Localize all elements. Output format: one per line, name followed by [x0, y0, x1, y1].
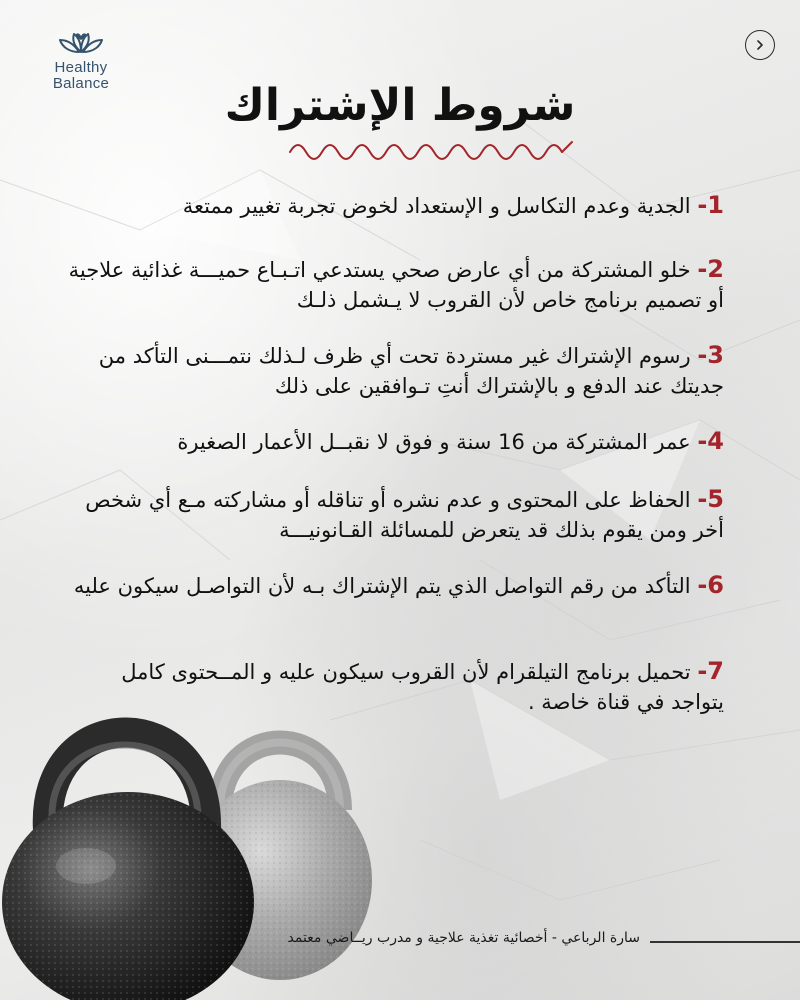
- lotus-heart-icon: [54, 28, 108, 58]
- next-button[interactable]: [745, 30, 775, 60]
- rule-text: خلو المشتركة من أي عارض صحي يستدعي اتـبـاع حميـــة غذائية علاجية أو تصميم برنامج خاص لأن القروب لا يـشمل ذلـك: [68, 258, 724, 312]
- rule-number: 5-: [697, 485, 724, 513]
- rule-item-4: [64, 426, 724, 457]
- rule-number: 6-: [697, 571, 724, 599]
- rule-item-2: [64, 254, 724, 315]
- footer-divider: [650, 941, 800, 943]
- rule-number: 4-: [697, 427, 724, 455]
- rule-item-1: [64, 190, 724, 221]
- rule-item-3: [64, 340, 724, 401]
- rule-text: تحميل برنامج التيلقرام لأن القروب سيكون عليه و المــحتوى كامل يتواجد في قناة خاصة .: [121, 660, 724, 714]
- rule-text: الحفاظ على المحتوى و عدم نشره أو تناقله أو مشاركته مـع أي شخص أخر ومن يقوم بذلك قد يتعرض للمسائلة القـانونيـــة: [85, 488, 724, 542]
- brand-name-line1: Healthy: [54, 59, 108, 76]
- rule-item-6: [64, 570, 724, 601]
- title-underline-wave: [288, 138, 574, 162]
- kettlebells-image: [0, 680, 380, 1000]
- rule-text: رسوم الإشتراك غير مستردة تحت أي ظرف لـذلك نتمـــنى التأكد من جديتك عند الدفع و بالإشتراك أنتِ تـوافقين على ذلك: [98, 344, 724, 398]
- footer-credit: سارة الرباعي - أخصائية تغذية علاجية و مدرب ريــاضي معتمد: [287, 930, 640, 946]
- rule-number: 2-: [697, 255, 724, 283]
- rule-item-5: [64, 484, 724, 545]
- rule-text: الجدية وعدم التكاسل و الإستعداد لخوض تجربة تغيير ممتعة: [182, 194, 691, 218]
- rule-number: 1-: [697, 191, 724, 219]
- rule-text: عمر المشتركة من 16 سنة و فوق لا نقبــل الأعمار الصغيرة: [177, 430, 691, 454]
- page-title: شروط الإشتراك: [224, 80, 576, 131]
- chevron-right-icon: [754, 39, 766, 51]
- rule-number: 3-: [697, 341, 724, 369]
- brand-name-line2: Balance: [52, 75, 110, 92]
- rule-number: 7-: [697, 657, 724, 685]
- rule-text: التأكد من رقم التواصل الذي يتم الإشتراك بـه لأن التواصـل سيكون عليه: [73, 574, 691, 598]
